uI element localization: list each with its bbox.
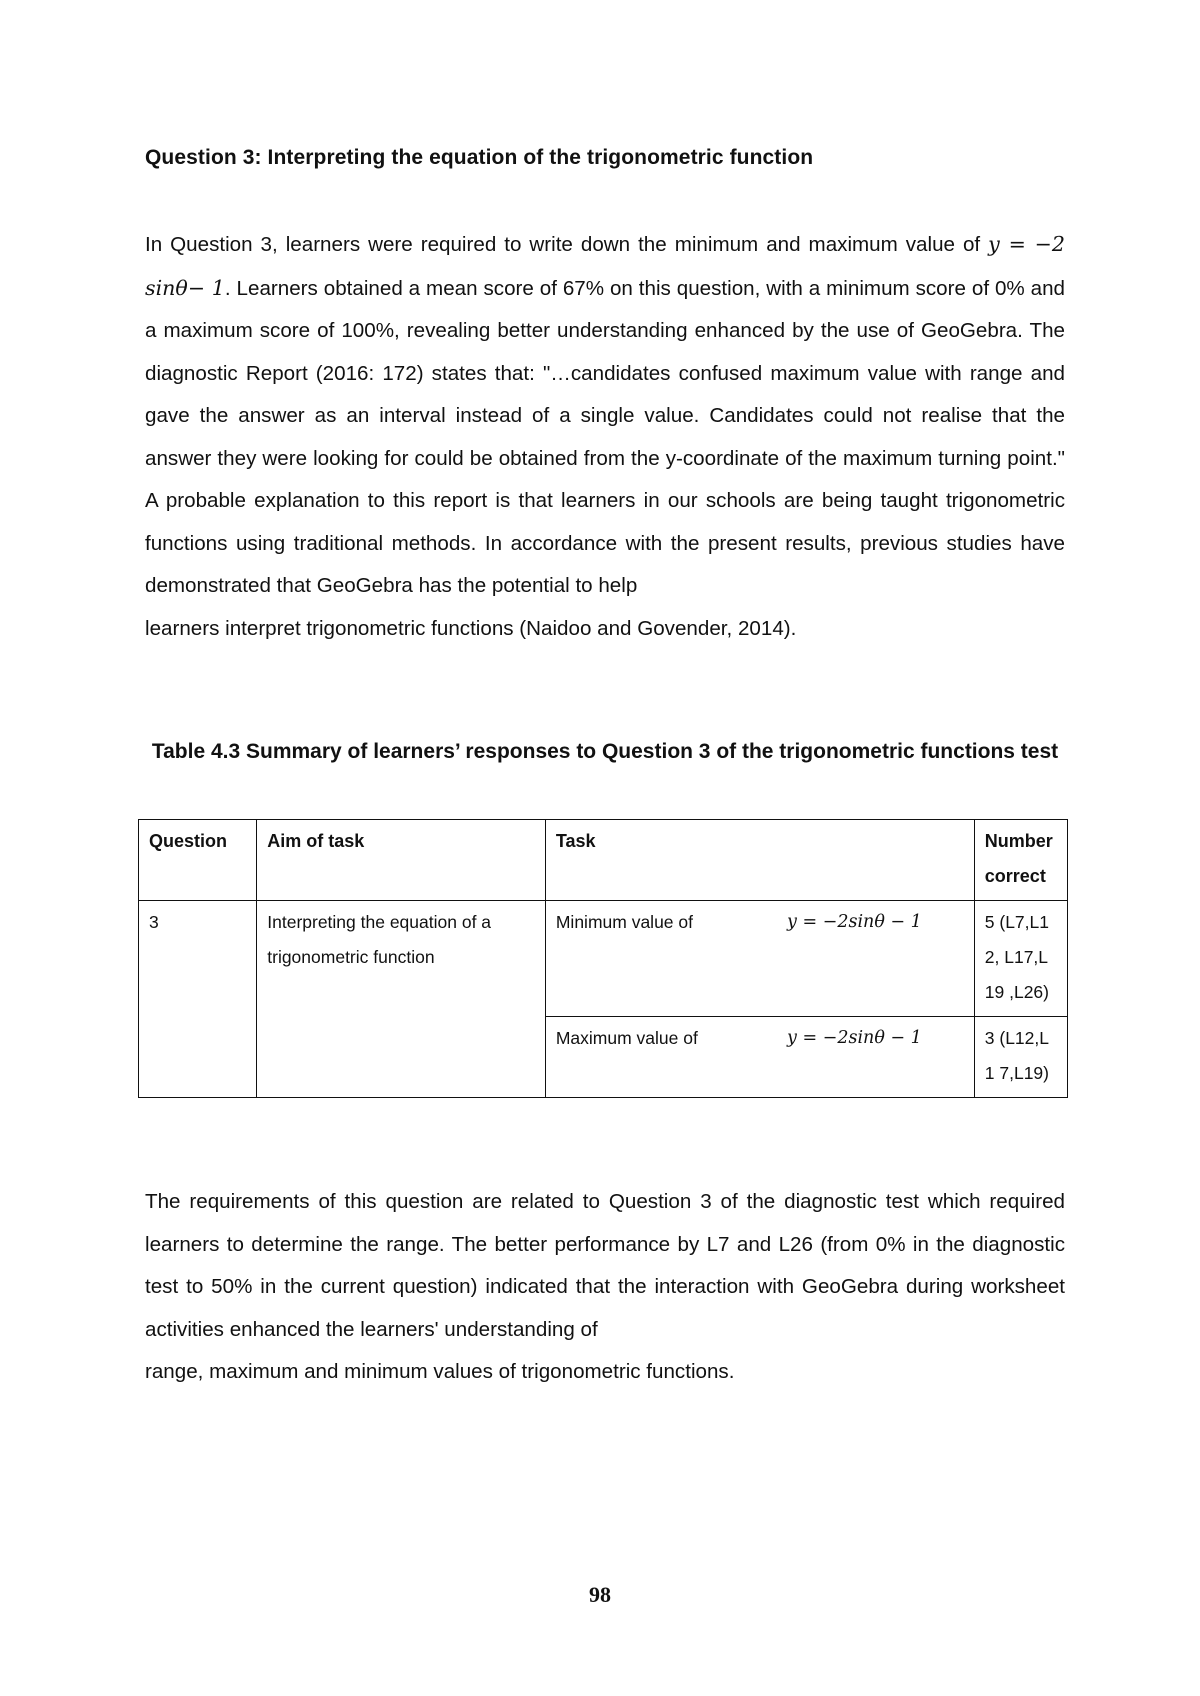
task-label-min: Minimum value of xyxy=(555,912,693,932)
paragraph-text-body: The requirements of this question are related to Question 3 of the diagnostic test which required learners to determine the range. The better performance by L7 and L26 (from 0% in the diagnostic test to 50% in the current question) indicated that the interaction with GeoGebra during worksheet activities enhanced the learners' understanding of xyxy=(145,1190,1065,1341)
paragraph-last-line: learners interpret trigonometric functions (Naidoo and Govender, 2014). xyxy=(145,616,797,640)
header-aim: Aim of task xyxy=(257,820,546,901)
paragraph-text-body: . Learners obtained a mean score of 67% on this question, with a minimum score of 0% and a maximum score of 100%, revealing better understanding enhanced by the use of GeoGebra. The diagnostic Report (2016: 172) states that: "…candidates confused maximum value with range and gave the answer as an interval instead of a single value. Candidates could not realise that the answer they were looking for could be obtained from the y-coordinate of the maximum turning point." A probable explanation to this report is that learners in our schools are being taught trigonometric functions using traditional methods. In accordance with the present results, previous studies have demonstrated that GeoGebra has the potential to help xyxy=(145,276,1065,597)
cell-aim: Interpreting the equation of a trigonometric function xyxy=(257,901,546,1098)
task-equation-min: y = −2sinθ − 1 xyxy=(787,912,922,932)
table-caption: Table 4.3 Summary of learners’ responses to Question 3 of the trigonometric functions test xyxy=(151,740,1059,763)
task-equation-max: y = −2sinθ − 1 xyxy=(787,1028,922,1048)
section-heading: Question 3: Interpreting the equation of the trigonometric function xyxy=(145,146,814,169)
inline-equation: y = −2 sinθ− 1 xyxy=(145,232,1065,300)
paragraph-requirements xyxy=(145,1181,1065,1394)
header-number-correct: Number correct xyxy=(974,820,1067,901)
responses-table xyxy=(138,819,1068,1098)
cell-number-correct-max: 3 (L12,L1 7,L19) xyxy=(974,1017,1067,1098)
task-label-max: Maximum value of xyxy=(555,1028,698,1048)
cell-task-min xyxy=(545,901,974,1017)
paragraph-text-start: In Question 3, learners were required to write down the minimum and maximum value of xyxy=(145,233,989,256)
header-task: Task xyxy=(545,820,974,901)
paragraph-question3 xyxy=(145,223,1065,650)
cell-task-max xyxy=(545,1017,974,1098)
table-row xyxy=(139,901,1068,1017)
paragraph-last-line: range, maximum and minimum values of trigonometric functions. xyxy=(145,1360,735,1383)
cell-number-correct-min: 5 (L7,L12, L17,L19 ,L26) xyxy=(974,901,1067,1017)
page-number: 98 xyxy=(589,1582,611,1607)
cell-question: 3 xyxy=(139,901,257,1098)
header-question: Question xyxy=(139,820,257,901)
table-header-row xyxy=(139,820,1068,901)
